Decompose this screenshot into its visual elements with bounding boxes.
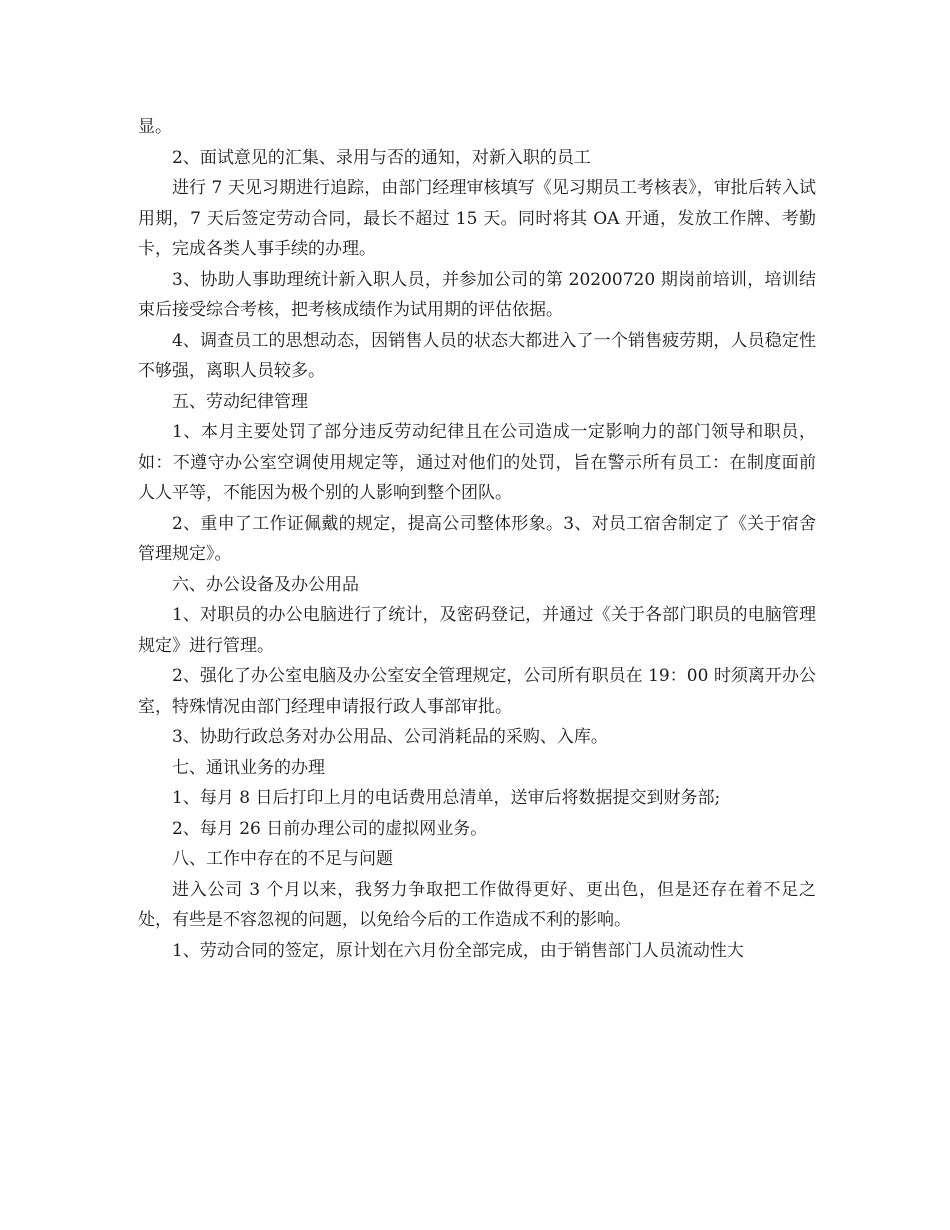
paragraph: 进行 7 天见习期进行追踪，由部门经理审核填写《见习期员工考核表》，审批后转入试用期，7 天后签定劳动合同，最长不超过 15 天。同时将其 OA 开通，发放工作牌、考勤卡，完成各类人事手续的办理。: [138, 178, 816, 259]
paragraph: 显。: [138, 117, 172, 137]
paragraph: 八、工作中存在的不足与问题: [172, 849, 393, 869]
paragraph: 1、每月 8 日后打印上月的电话费用总清单，送审后将数据提交到财务部;: [172, 788, 721, 808]
paragraph: 4、调查员工的思想动态，因销售人员的状态大都进入了一个销售疲劳期，人员稳定性不够强，离职人员较多。: [138, 330, 816, 381]
paragraph: 1、对职员的办公电脑进行了统计，及密码登记，并通过《关于各部门职员的电脑管理规定》进行管理。: [138, 605, 816, 656]
paragraph: 六、办公设备及办公用品: [172, 574, 359, 595]
paragraph: 2、重申了工作证佩戴的规定，提高公司整体形象。3、对员工宿舍制定了《关于宿舍管理规定》。: [138, 513, 816, 564]
paragraph: 七、通讯业务的办理: [172, 757, 325, 778]
paragraph: 2、面试意见的汇集、录用与否的通知，对新入职的员工: [172, 147, 591, 168]
document-body: [138, 112, 816, 966]
paragraph: 2、强化了办公室电脑及办公室安全管理规定，公司所有职员在 19：00 时须离开办公室，特殊情况由部门经理申请报行政人事部审批。: [138, 666, 816, 717]
paragraph: 3、协助人事助理统计新入职人员，并参加公司的第 20200720 期岗前培训，培训结束后接受综合考核，把考核成绩作为试用期的评估依据。: [138, 269, 816, 320]
paragraph: 1、本月主要处罚了部分违反劳动纪律且在公司造成一定影响力的部门领导和职员，如：不遵守办公室空调使用规定等，通过对他们的处罚，旨在警示所有员工：在制度面前人人平等，不能因为极个别的人影响到整个团队。: [138, 422, 816, 503]
paragraph: 1、劳动合同的签定，原计划在六月份全部完成，由于销售部门人员流动性大: [172, 940, 744, 961]
paragraph: 3、协助行政总务对办公用品、公司消耗品的采购、入库。: [172, 727, 608, 747]
paragraph: 进入公司 3 个月以来，我努力争取把工作做得更好、更出色，但是还存在着不足之处，有些是不容忽视的问题，以免给今后的工作造成不利的影响。: [138, 879, 816, 930]
paragraph: 2、每月 26 日前办理公司的虚拟网业务。: [172, 818, 488, 839]
paragraph: 五、劳动纪律管理: [172, 391, 308, 412]
